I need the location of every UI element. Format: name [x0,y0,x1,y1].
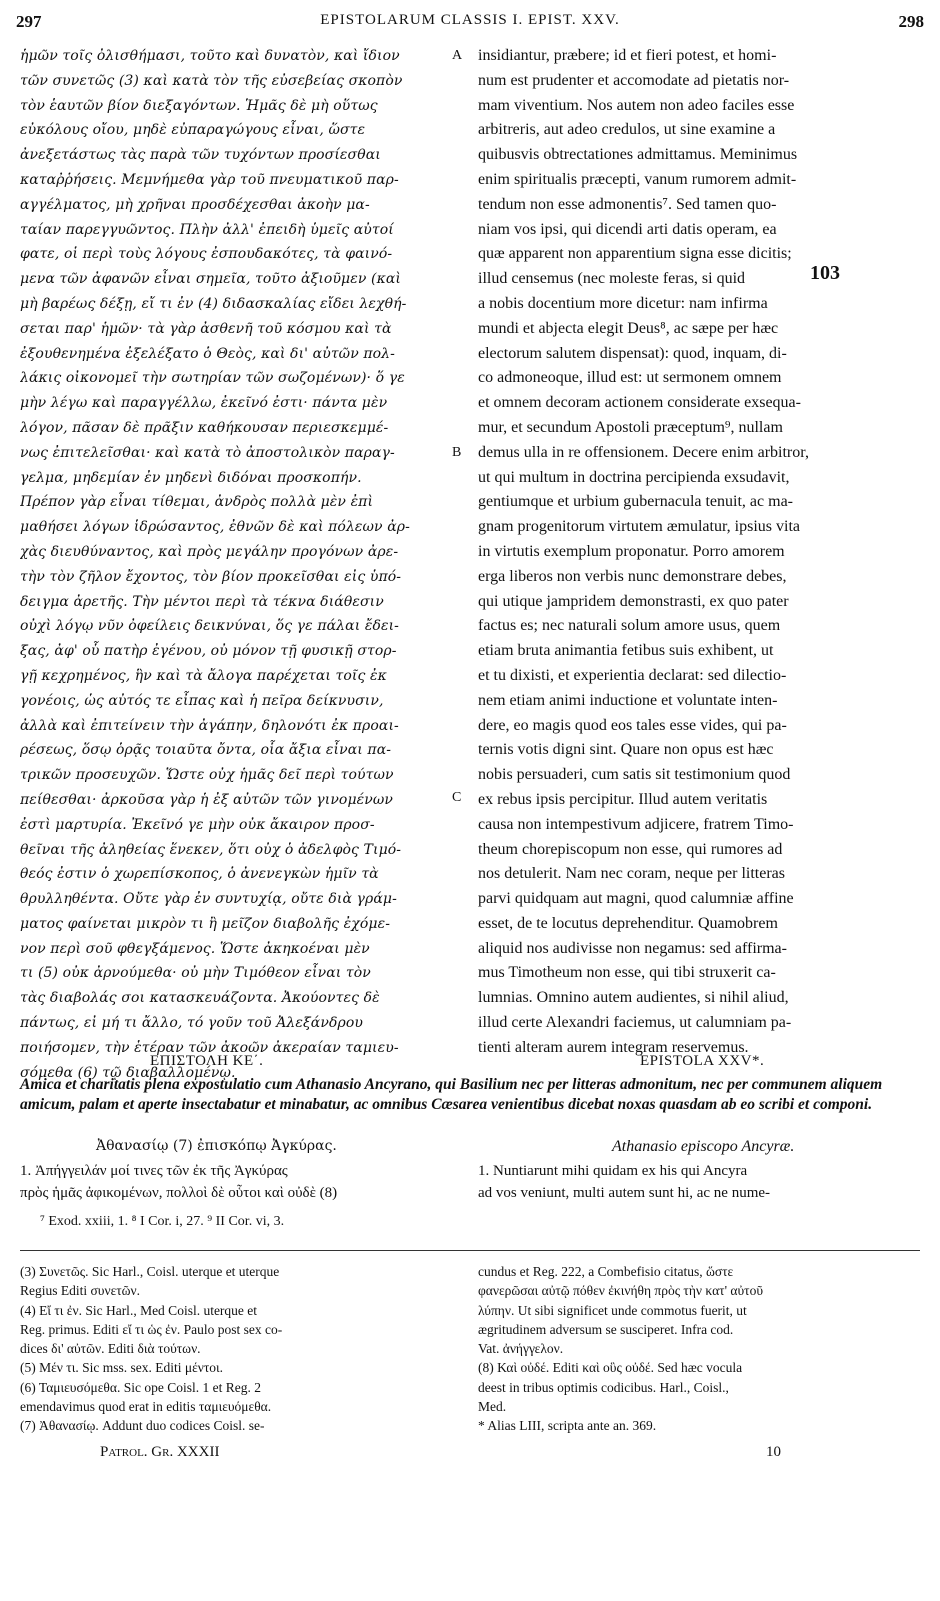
greek-text-line: ταίαν παρεγγυῶντος. Πλὴν ἀλλ' ἐπειδὴ ὑμεῖς αὐτοί [20,221,394,238]
footnote-line: (4) Εἴ τι ἐν. Sic Harl., Med Coisl. uterque et [20,1302,258,1318]
margin-letter-c: C [452,790,462,805]
latin-text-line: arbitreris, aut adeo credulos, ut sine examine a [478,121,776,139]
greek-text-line: μὴν λέγω καὶ παραγγέλλω, ἐκεῖνό ἐστι· πάντα μὲν [20,395,388,412]
greek-text-line: μενα τῶν ἀφανῶν εἶναι σημεῖα, τοῦτο ἀξιοῦμεν (καὶ [20,271,402,288]
latin-text-line: enim spiritualis præcepti, vanum rumorem admit- [478,170,797,188]
greek-text-column [20,44,450,1085]
latin-text-line: parvi quidquam aut magni, quod calumniæ affine [478,890,794,908]
latin-text-line: et tu dixisti, et experientia declarat: sed dilectio- [478,666,787,684]
greek-text-line: ρέσεως, ὅσῳ ὁρᾷς τοιαῦτα ὄντα, οἷα ἄξια εἶναι πα- [20,742,392,759]
latin-text-line: etiam bruta animantia fetibus suis exhibent, ut [478,642,774,660]
footer-signature: 10 [766,1444,781,1460]
greek-opening [20,1160,460,1204]
greek-text-line: τὴν τὸν ζῆλον ἔχοντος, τὸν βίον προκεῖσθαι εἰς ὑπό- [20,568,402,585]
latin-text-line: quæ apparent non apparentium signa esse dicitis; [478,245,792,263]
footnote-line: ægritudinem adversum se susciperet. Infra cod. [478,1321,734,1337]
latin-text-line: esset, de te locutus deprehenditur. Quamobrem [478,914,778,932]
latin-text-line: niam vos ipsi, qui dicendi arti datis operam, ea [478,220,777,238]
footnote-line: (3) Συνετῶς. Sic Harl., Coisl. uterque et uterque [20,1264,280,1279]
footnote-line: dices δι' αὐτῶν. Editi διὰ τούτων. [20,1341,201,1357]
greek-epistle-heading: ΕΠΙΣΤΟΛΗ ΚΕ΄. [150,1053,264,1069]
footnote-line: cundus et Reg. 222, a Combefisio citatus, ὥστε [478,1264,734,1279]
latin-text-line: gentiumque et urbium gubernacula tenuit, ac ma- [478,493,793,511]
greek-text-line: λάκις οἰκονομεῖ τὴν σωτηρίαν τῶν σωζομένων)· ὅ γε [20,370,405,387]
greek-text-line: τὰς διαβολάς σοι κατασκευάζοντα. Ἀκούοντες δὲ [20,990,380,1007]
greek-text-line: τι (5) οὐκ ἀρνούμεθα· οὐ μὴν Τιμόθεον εἶναι τὸν [20,965,371,982]
latin-text-line: aliquid nos audivisse non negamus: sed affirma- [478,939,787,957]
latin-opening-line: ad vos veniunt, multi autem sunt hi, ac ne nume- [478,1185,771,1201]
latin-text-line: factus es; nec naturali solum amore usus, quem [478,617,781,635]
greek-text-line: θεῖναι τῆς ἀληθείας ἕνεκεν, ὅτι οὐχ ὁ ἀδελφὸς Τιμό- [20,841,402,858]
footnote-line: (6) Ταμιευσόμεθα. Sic ope Coisl. 1 et Reg. 2 [20,1379,261,1395]
greek-opening-line: 1. Ἀπήγγειλάν μοί τινες τῶν ἐκ τῆς Ἀγκύρας [20,1163,288,1179]
latin-text-line: causa non intempestivum adjicere, fratrem Timo- [478,815,794,833]
greek-text-line: μὴ βαρέως δέξῃ, εἴ τι ἐν (4) διδασκαλίας εἴδει λεχθή- [20,295,407,312]
latin-text-line: electorum salutem dispensat): quod, inquam, di- [478,344,787,362]
greek-text-line: νον περὶ σοῦ φθεγξάμενος. Ὥστε ἀκηκοέναι μὲν [20,940,370,957]
footnote-line: deest in tribus optimis codicibus. Harl., Coisl., [478,1379,729,1395]
latin-text-column [478,44,920,1061]
latin-opening [478,1160,918,1204]
running-header [16,12,924,36]
scripture-references: ⁷ Exod. xxiii, 1. ⁸ I Cor. i, 27. ⁹ II Cor. vi, 3. [40,1214,285,1229]
greek-text-line: τῶν συνετῶς (3) καὶ κατὰ τὸν τῆς εὐσεβείας σκοπὸν [20,72,403,89]
latin-text-line: ex rebus ipsis percipitur. Illud autem veritatis [478,790,768,808]
footnote-line: (5) Μέν τι. Sic mss. sex. Editi μέντοι. [20,1360,224,1376]
latin-text-line: co admoneoque, illud est: ut sermonem omnem [478,369,782,387]
latin-text-line: illud censemus (nec moleste feras, si quid [478,270,746,288]
running-title: EPISTOLARUM CLASSIS I. EPIST. XXV. [320,12,620,28]
latin-text-line: mam viventium. Nos autem non adeo faciles esse [478,96,795,114]
greek-text-line: γονέοις, ὡς αὐτός τε εἶπας καὶ ἡ πεῖρα δείκνυσιν, [20,692,384,709]
greek-text-line: ἐξουθενημένα ἐξελέξατο ὁ Θεὸς, καὶ δι' αὐτῶν πολ- [20,345,395,362]
greek-text-line: Πρέπον γὰρ εἶναι τίθεμαι, ἀνδρὸς πολλὰ μὲν ἐπὶ [20,494,374,511]
latin-text-line: erga liberos non verbis nunc demonstrare debes, [478,567,787,585]
latin-text-line: qui utique jampridem demonstrasti, ex quo pater [478,592,789,610]
greek-opening-line: πρὸς ἡμᾶς ἀφικομένων, πολλοὶ δὲ οὗτοι καὶ οὐδὲ (8) [20,1185,338,1201]
footnote-line: (8) Καὶ οὐδέ. Editi καὶ οὓς οὐδέ. Sed hæc vocula [478,1360,743,1376]
greek-text-line: ἀλλὰ καὶ ἐπιτείνειν τὴν ἀγάπην, δηλονότι ἐκ προαι- [20,717,399,734]
footnote-line: Reg. primus. Editi εἴ τι ὡς ἐν. Paulo post sex co- [20,1321,283,1337]
latin-text-line: insidiantur, præbere; id et fieri potest, et homi- [478,47,777,64]
latin-text-line: nem etiam animi inductione et voluntate inten- [478,691,778,709]
greek-text-line: οὐχὶ λόγῳ νῦν ὀφείλεις δεικνύναι, ὅς γε πάλαι ἔδει- [20,618,400,635]
greek-text-line: ἐστὶ μαρτυρία. Ἐκεῖνό γε μὴν οὐκ ἄκαιρον προσ- [20,816,375,833]
greek-text-line: τὸν ἑαυτῶν βίον διεξαγόντων. Ἡμᾶς δὲ μὴ οὕτως [20,97,378,114]
greek-address: Ἀθανασίῳ (7) ἐπισκόπῳ Ἀγκύρας. [96,1138,337,1154]
latin-text-line: tienti alteram aurem integram reservemus. [478,1038,749,1056]
greek-text-line: θρυλληθέντα. Οὔτε γὰρ ἐν συντυχίᾳ, οὔτε διὰ γράμ- [20,891,397,908]
latin-text-line: in virtutis exemplum proponatur. Porro amorem [478,542,785,560]
greek-text-line: μαθήσει λόγων ἱδρώσαντος, ἐθνῶν δὲ καὶ πόλεων ἀρ- [20,519,410,536]
footnotes-right [478,1262,918,1436]
latin-text-line: mus Timotheum non esse, qui tibi struxerit ca- [478,964,776,982]
latin-text-line: quibusvis obtrectationes admittamus. Meminimus [478,146,798,164]
greek-text-line: δειγμα ἀρετῆς. Τὴν μέντοι περὶ τὰ τέκνα διάθεσιν [20,593,384,610]
latin-text-line: gnam progenitorum virtutem æmulatur, ipsius vita [478,518,800,536]
latin-address: Athanasio episcopo Ancyræ. [612,1138,795,1155]
greek-text-line: ἡμῶν τοῖς ὀλισθήμασι, τοῦτο καὶ δυνατὸν, καὶ ἴδιον [20,48,400,64]
greek-text-line: νως ἐπιτελεῖσθαι· καὶ κατὰ τὸ ἀποστολικὸν παραγ- [20,444,395,461]
latin-text-line: theum chorepiscopum non esse, qui rumores ad [478,840,783,858]
footnote-line: Vat. ἀνήγγελον. [478,1341,564,1357]
footnote-line: * Alias LIII, scripta ante an. 369. [478,1418,657,1434]
greek-text-line: γελμα, μηδεμίαν ἐν μηδενὶ διδόναι προσκοπήν. [20,469,362,486]
footnote-divider [20,1250,920,1251]
latin-text-line: ut qui multum in doctrina percipienda exsudavit, [478,468,790,486]
greek-text-line: ἀνεξετάστως τὰς παρὰ τῶν τυχόντων προσίεσθαι [20,147,381,164]
epistle-summary: Amica et charitatis plena expostulatio cum Athanasio Ancyrano, qui Basilium nec per litteras admonitum, nec per communem aliquem amicum, palam et aperte insectabatur et minabatur, ac omnibus Cæsarea venientibus dicebat noxas quasdam ab eo scribi et componi. [20,1076,883,1113]
page-number-right: 298 [898,12,924,31]
latin-text-line: mundi et abjecta elegit Deus⁸, ac sæpe per hæc [478,319,779,337]
greek-text-line: καταῤῥήσεις. Μεμνήμεθα γὰρ τοῦ πνευματικοῦ παρ- [20,171,399,188]
latin-text-line: tendum non esse admonentis⁷. Sed tamen quo- [478,195,777,213]
greek-text-line: ματος φαίνεται μικρὸν τι ἢ μεῖζον διαβολῆς ἐχόμε- [20,915,391,932]
footnote-line: φανερῶσαι αὐτῷ πόθεν ἐκινήθη πρὸς τὴν κατ' αὐτοῦ [478,1283,764,1299]
greek-text-line: σεται παρ' ἡμῶν· τὰ γὰρ ἀσθενῆ τοῦ κόσμου καὶ τὰ [20,320,392,337]
greek-text-line: φατε, οἱ περὶ τοὺς λόγους ἐσπουδακότες, τὰ φαινό- [20,246,393,263]
footnote-line: (7) Ἀθανασίῳ. Addunt duo codices Coisl. se- [20,1418,265,1434]
greek-text-line: πείθεσθαι· ἀρκοῦσα γὰρ ἡ ἐξ αὐτῶν τῶν γινομένων [20,791,394,808]
greek-text-line: ποιήσομεν, τὴν ἑτέραν τῶν ἀκοῶν ἀκεραίαν ταμιευ- [20,1039,399,1056]
page-number-left: 297 [16,12,42,31]
greek-text-line: λόγον, πᾶσαν δὲ πρᾶξιν καθήκουσαν περιεσκεμμέ- [20,419,389,436]
greek-text-line: ξας, ἀφ' οὗ πατὴρ ἐγένου, οὐ μόνον τῇ φυσικῇ στορ- [20,643,397,660]
footnote-line: Regius Editi συνετῶν. [20,1283,141,1299]
latin-opening-line: 1. Nuntiarunt mihi quidam ex his qui Ancyra [478,1163,748,1179]
latin-text-line: ternis votis digni sint. Quare non opus est hæc [478,741,774,759]
footnote-line: emendavimus quod erat in editis ταμιευόμεθα. [20,1399,272,1415]
footnotes-left [20,1262,460,1436]
margin-letter-b: B [452,445,462,460]
latin-text-line: nobis persuaderi, cum satis sit testimonium quod [478,766,791,784]
latin-text-line: mur, et secundum Apostoli præceptum⁹, nullam [478,418,783,436]
latin-text-line: demus ulla in re offensionem. Decere enim arbitror, [478,443,809,461]
latin-text-line: illud certe Alexandri faciemus, ut calumniam pa- [478,1014,792,1032]
footnote-line: λύπην. Ut sibi significet unde commotus fuerit, ut [478,1302,747,1318]
greek-text-line: χὰς διευθύναντος, καὶ πρὸς μεγάλην προγόνων ἀρε- [20,543,399,560]
greek-text-line: τρικῶν προσευχῶν. Ὥστε οὐχ ἡμᾶς δεῖ περὶ τούτων [20,767,394,784]
latin-text-line: dere, eo magis quod eos tales esse vides, qui pa- [478,716,787,734]
latin-epistle-heading: EPISTOLA XXV*. [640,1053,765,1069]
footer-series: Patrol. Gr. XXXII [100,1444,220,1460]
migne-column-number: 103 [810,262,840,284]
greek-text-line: θεός ἐστιν ὁ χωρεπίσκοπος, ὁ ἀνενεγκὼν ἡμῖν τὰ [20,866,379,883]
greek-text-line: πάντως, εἰ μή τι ἄλλο, τό γοῦν τοῦ Ἀλεξάνδρου [20,1015,363,1032]
latin-text-line: nos detulerit. Nam nec coram, neque per litteras [478,865,785,883]
greek-text-line: αγγέλματος, μὴ χρῆναι προσδέχεσθαι ἀκοὴν μα- [20,196,370,213]
greek-text-line: σόμεθα (6) τῷ διαβαλλομένῳ. [20,1064,236,1081]
greek-text-line: γῇ κεχρημένος, ἣν καὶ τὰ ἄλογα παρέχεται τοῖς ἐκ [20,667,387,684]
latin-text-line: lumnias. Omnino autem audientes, si nihil aliud, [478,989,789,1007]
latin-text-line: et omnem decoram actionem considerate exsequa- [478,394,801,412]
margin-letter-a: A [452,48,463,63]
latin-text-line: a nobis docentium more dicetur: nam infirma [478,294,768,312]
latin-text-line: num est prudenter et accomodate ad pietatis nor- [478,71,790,89]
footnote-line: Med. [478,1399,507,1415]
greek-text-line: εὐκόλους οἴου, μηδὲ εὐπαραγώγους εἶναι, ὥστε [20,122,366,139]
